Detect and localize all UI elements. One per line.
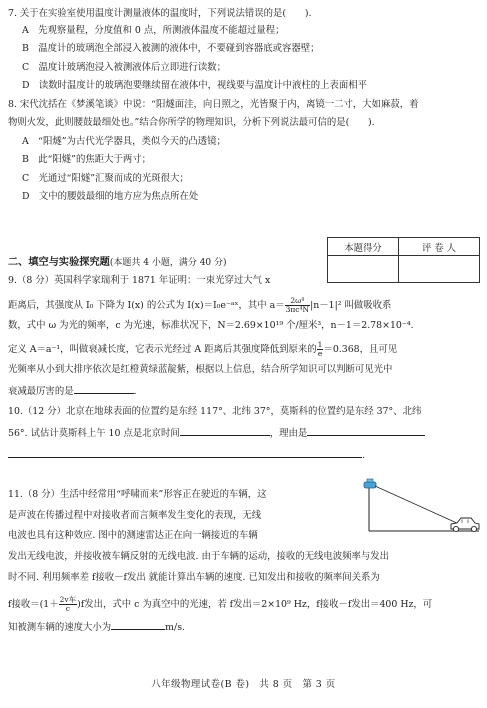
absorption-fraction	[285, 297, 310, 314]
q9-line2-text: 距离后，其强度从 I₀ 下降为 I(x) 的公式为 I(x)＝I₀e⁻ᵃˣ，其中 a＝	[8, 300, 285, 311]
section2-title	[8, 256, 227, 270]
radar-beam-line	[375, 486, 459, 524]
velocity-fraction-denominator: c	[65, 604, 70, 613]
section2-title-text: 二、填空与实验探究题	[8, 257, 110, 268]
q7-option-c: C 温度计玻璃泡浸入被测液体后立即进行读数；	[22, 62, 227, 73]
q10-time-blank[interactable]	[180, 426, 270, 436]
q8-option-b: B 此“阳燧”的焦距大于两寸；	[22, 154, 151, 165]
q9-line4	[8, 341, 397, 358]
q10-line2-text: 56°. 试估计莫斯科上午 10 点是北京时间	[8, 428, 180, 439]
one-over-e-numerator: 1	[317, 340, 323, 349]
car-icon	[451, 518, 479, 532]
q7-option-d: D 读数时温度计的玻璃泡要继续留在液体中，视线要与温度计中液柱的上表面相平	[22, 80, 368, 91]
q11-line7	[8, 620, 185, 634]
radar-device-icon	[364, 479, 376, 488]
grader-cell[interactable]	[399, 256, 480, 283]
q11-line7-unit: m/s.	[165, 622, 185, 633]
q9-line2-tail: |n－1|² 叫做吸收系	[310, 300, 392, 311]
q10-reason-blank[interactable]	[307, 426, 425, 436]
q11-line4: 发出无线电波，并接收被车辆反射的无线电波. 由于车辆的运动，接收的无线电波频率与发出	[8, 551, 389, 562]
q8-stem-line2: 物则火发，此则腰鼓最细处也。”结合你所学的物理知识，分析下列说法最可信的是( ).	[8, 117, 375, 128]
q11-line6	[8, 596, 432, 613]
q10-reason-blank-line2[interactable]	[8, 448, 362, 458]
q7-option-b: B 温度计的玻璃泡全部浸入被测的液体中，不要碰到容器底或容器壁；	[22, 43, 320, 54]
q9-line3: 数，式中 ω 为光的频率，c 为光速，标准状况下，N＝2.69×10¹⁹ 个/厘米³，n－1＝2.78×10⁻⁴.	[8, 320, 414, 331]
q10-line3: .	[8, 448, 365, 462]
q9-line5: 光频率从小到大排序依次是红橙黄绿蓝靛紫，根据以上信息，结合所学知识可以判断可见光中	[8, 364, 393, 375]
absorption-fraction-denominator: 3πc⁴N	[285, 305, 310, 314]
q11-line1: 11.（8 分）生活中经常用“呼啸而来”形容正在驶近的车辆，这	[8, 489, 267, 500]
q11-line5: 时不同. 利用频率差 f接收－f发出 就能计算出车辆的速度. 已知发出和接收的频率间关系为	[8, 572, 380, 583]
velocity-fraction	[59, 596, 78, 613]
q8-option-d: D 文中的腰鼓最细的地方应为焦点所在处	[22, 191, 199, 202]
q11-line6-text: f接收＝(1＋	[8, 599, 59, 610]
q10-line2-mid: ，理由是	[269, 428, 308, 439]
q11-line3: 电波也具有这种效应. 图中的测速雷达正在向一辆接近的车辆	[8, 530, 258, 541]
q7-stem: 7. 关于在实验室使用温度计测量液体的温度时，下列说法错误的是( ).	[8, 8, 312, 19]
q11-line7-text: 知被测车辆的速度大小为	[8, 622, 112, 633]
q8-stem-line1: 8. 宋代沈括在《梦溪笔谈》中说：“阳燧面洼，向日照之，光皆聚于内，离镜一二寸，大如麻菽，着	[8, 99, 419, 110]
q11-line2: 是声波在传播过程中对接收者而言频率发生变化的表现，无线	[8, 510, 262, 521]
absorption-fraction-numerator: 2ω⁴	[285, 297, 310, 306]
q8-option-a: A “阳燧”为古代光学器具，类似今天的凸透镜；	[22, 136, 226, 147]
q11-line6-tail: )f发出，式中 c 为真空中的光速，若 f发出＝2×10⁹ Hz，f接收－f发出＝400 Hz，可	[77, 599, 433, 610]
q9-line6-text: 衰减最厉害的是	[8, 386, 74, 397]
q9-line4-text: 定义 A＝a⁻¹，叫做衰减长度，它表示光经过 A 距离后其强度降低到原来的	[8, 344, 317, 355]
q8-option-c: C 光通过“阳燧”汇聚而成的光斑很大；	[22, 173, 189, 184]
q11-answer-blank[interactable]	[111, 620, 165, 630]
grader-header: 评 卷 人	[399, 238, 480, 256]
section2-subtitle: (本题共 4 小题，满分 40 分)	[109, 258, 227, 268]
q7-option-a: A 先观察量程，分度值和 0 点，所测液体温度不能超过量程；	[22, 25, 285, 36]
one-over-e-denominator: e	[317, 349, 323, 358]
q9-line6: 衰减最厉害的是 .	[8, 386, 137, 397]
score-header: 本题得分	[328, 238, 399, 256]
q9-line2	[8, 297, 391, 314]
q10-line2	[8, 426, 425, 440]
score-table	[327, 237, 480, 283]
q9-line1: 9.（8 分）英国科学家瑞利于 1871 年证明：一束光穿过大气 x	[8, 275, 271, 286]
q10-line1: 10.（12 分）北京在地球表面的位置约是东经 117°、北纬 37°，莫斯科的位置约是东经 37°、北纬	[8, 406, 422, 417]
radar-speed-diagram	[355, 476, 481, 536]
velocity-fraction-numerator: 2v车	[59, 595, 77, 604]
page-footer: 八年级物理试卷(B 卷) 共 8 页 第 3 页	[151, 679, 336, 690]
q9-answer-blank[interactable]	[74, 384, 134, 394]
score-cell[interactable]	[328, 256, 399, 283]
q9-line4-tail: ＝0.368，且可见	[323, 344, 398, 355]
